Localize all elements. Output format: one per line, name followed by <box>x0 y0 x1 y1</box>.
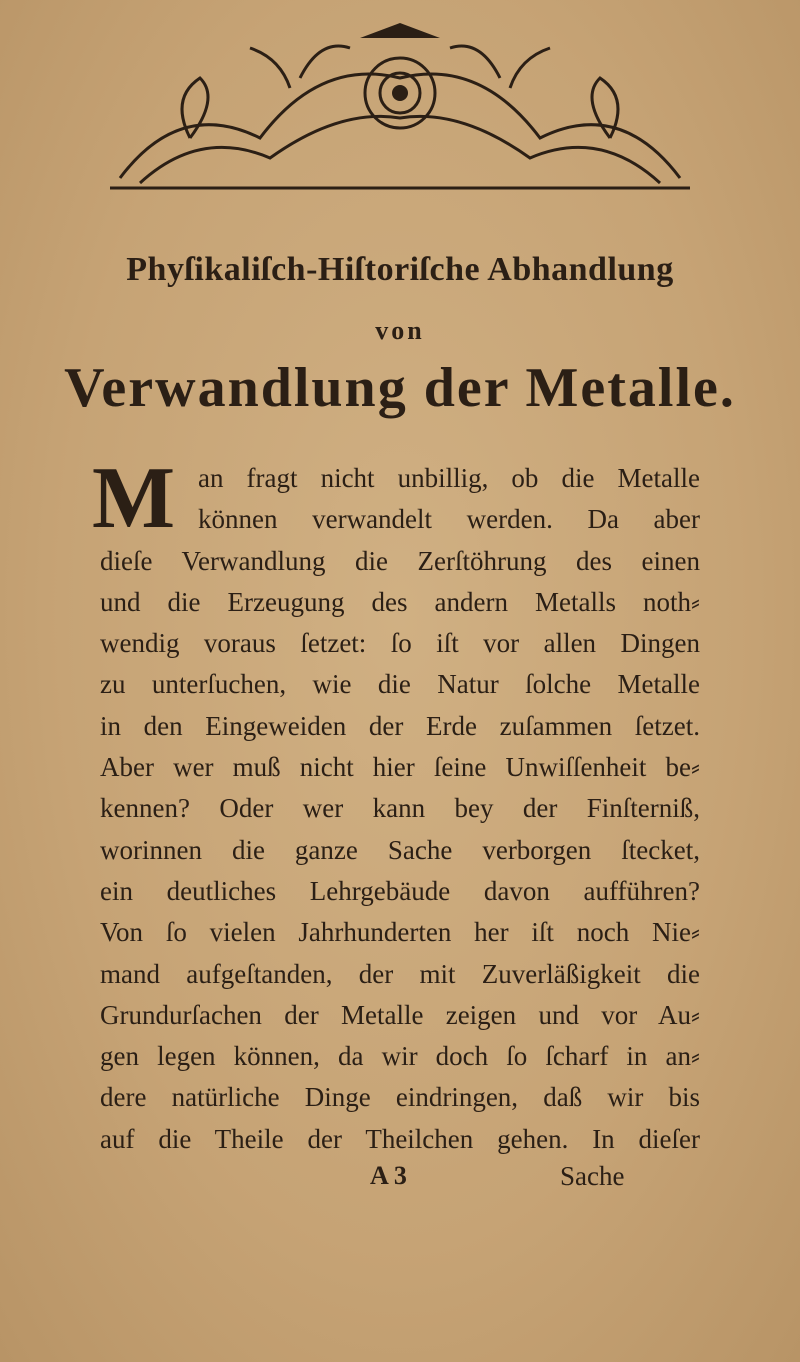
text-line: gen legen können, da wir doch ſo ſcharf in an⸗ <box>100 1041 700 1072</box>
text-line: wendig voraus ſetzet: ſo iſt vor allen Dingen <box>100 628 700 659</box>
text-line: und die Erzeugung des andern Metalls noth⸗ <box>100 586 700 617</box>
catchword: Sache <box>560 1161 625 1191</box>
text-line: kennen? Oder wer kann bey der Finſterniß, <box>100 793 700 824</box>
treatise-subject: Verwandlung der Metalle. <box>64 357 736 419</box>
text-line: an fragt nicht unbillig, ob die Metalle <box>198 463 700 493</box>
text-line: ein deutliches Lehrgebäude davon aufführen? <box>100 875 700 906</box>
treatise-title: Phyſikaliſch-Hiſtoriſche Abhandlung <box>126 251 674 288</box>
text-line: Von ſo vielen Jahrhunderten her iſt noch Nie⸗ <box>100 917 700 948</box>
text-line: in den Eingeweiden der Erde zuſammen ſetzet. <box>100 710 700 741</box>
text-line: dieſe Verwandlung die Zerſtöhrung des einen <box>100 545 700 576</box>
text-line: worinnen die ganze Sache verborgen ſtecket, <box>100 834 700 865</box>
title-preposition: von <box>375 316 425 345</box>
body-text <box>100 458 700 1160</box>
text-line: auf die Theile der Theilchen gehen. In dieſer <box>100 1123 700 1154</box>
signature-mark: A 3 <box>370 1161 407 1190</box>
text-line: mand aufgeſtanden, der mit Zuverläßigkeit die <box>100 958 700 989</box>
decorative-headpiece-ornament <box>100 18 700 193</box>
text-line: zu unterſuchen, wie die Natur ſolche Metalle <box>100 669 700 700</box>
text-line: Grundurſachen der Metalle zeigen und vor Au⸗ <box>100 999 700 1030</box>
drop-cap: M <box>92 450 176 547</box>
text-line: Aber wer muß nicht hier ſeine Unwiſſenheit be⸗ <box>100 752 700 783</box>
text-line: können verwandelt werden. Da aber <box>198 504 700 535</box>
text-line: dere natürliche Dinge eindringen, daß wir bis <box>100 1082 700 1113</box>
